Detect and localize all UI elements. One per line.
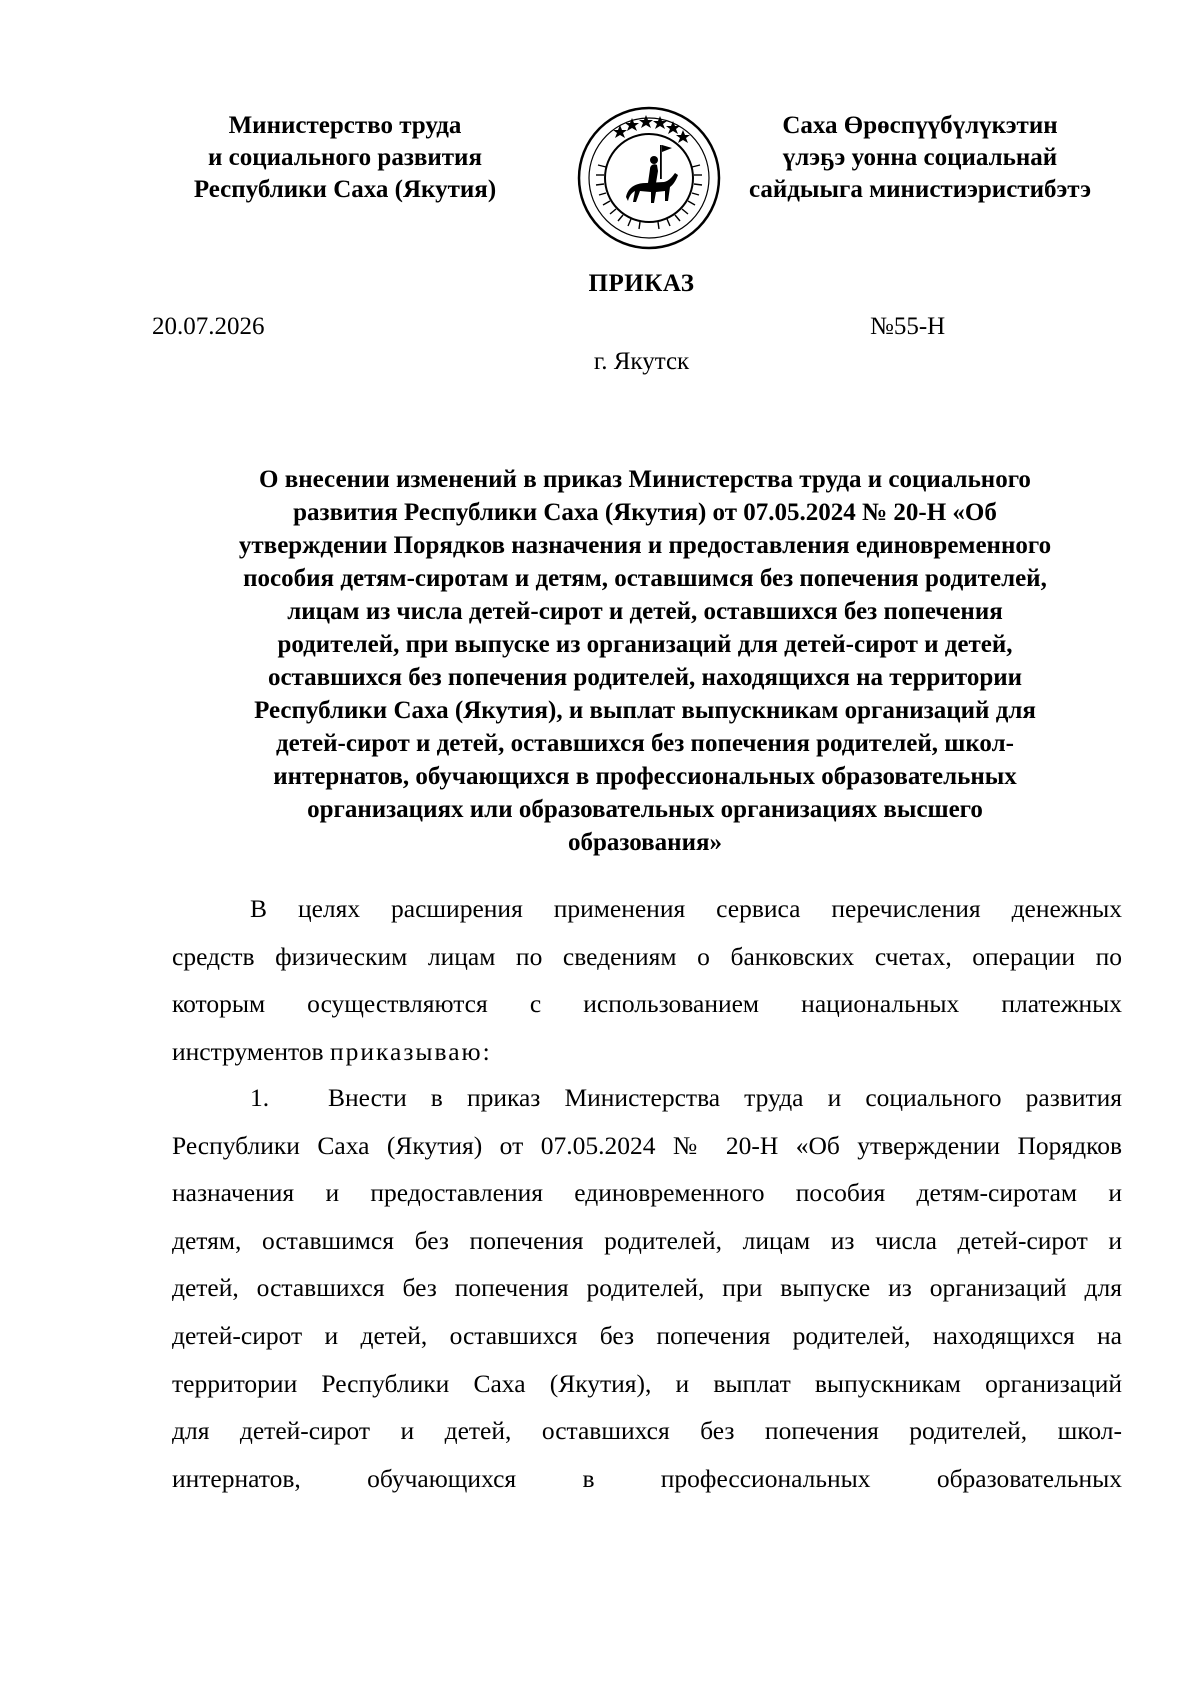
order-keyword: приказываю: [329,1036,492,1066]
subject-line: оставшихся без попечения родителей, находящихся на территории [267,664,1023,691]
subject-line: образования» [567,829,723,856]
subject-line: лицам из числа детей-сирот и детей, оставшихся без попечения [287,598,1003,625]
ministry-name-line: и социального развития [208,144,482,171]
order-city: г. Якутск [593,348,690,375]
subject-line: О внесении изменений в приказ Министерства труда и социального [259,466,1031,493]
subject-line: организациях или образовательных организациях высшего [307,796,983,823]
ministry-name-line: үлэҕэ уонна социальнай [782,144,1058,171]
subject-line: Республики Саха (Якутия), и выплат выпускникам организаций для [254,697,1036,724]
paragraph-line: интернатов, обучающихся в профессиональных образовательных [172,1463,1122,1493]
order-date: 20.07.2026 [152,313,265,340]
paragraph-line [172,1028,1122,1076]
paragraph-line: средств физическим лицам по сведениям о банковских счетах, операции по [172,941,1122,971]
republic-coat-of-arms-icon [576,105,722,251]
paragraph-line [172,1074,1122,1122]
order-number: №55-Н [870,313,946,340]
document-title: ПРИКАЗ [588,270,695,297]
paragraph-line: назначения и предоставления единовременного пособия детям-сиротам и [172,1178,1122,1208]
subject-line: интернатов, обучающихся в профессиональных образовательных [273,763,1017,790]
paragraph-line: детей-сирот и детей, оставшихся без попечения родителей, находящихся на [172,1320,1122,1350]
paragraph-line: территории Республики Саха (Якутия), и выплат выпускникам организаций [172,1368,1122,1398]
subject-line: развития Республики Саха (Якутия) от 07.05.2024 № 20-Н «Об [293,499,997,526]
paragraph-line: Республики Саха (Якутия) от 07.05.2024 № 20-Н «Об утверждении Порядков [172,1130,1122,1160]
paragraph-line: В целях расширения применения сервиса перечисления денежных [250,894,1122,923]
ministry-name-line: сайдыыга министиэристибэтэ [748,176,1092,203]
subject-line: пособия детям-сиротам и детям, оставшимся без попечения родителей, [243,565,1047,592]
paragraph-line: детей, оставшихся без попечения родителей, при выпуске из организаций для [172,1273,1122,1303]
preamble-prefix: инструментов [172,1036,324,1066]
subject-line: родителей, при выпуске из организаций для детей-сирот и детей, [277,631,1013,658]
item-number: 1. [250,1083,270,1112]
order-subject [170,463,1120,859]
ministry-name-line: Министерство труда [228,112,462,139]
item-1-paragraph [172,1074,1122,1502]
ministry-name-russian [160,110,530,206]
subject-line: детей-сирот и детей, оставшихся без попечения родителей, школ- [276,730,1014,757]
paragraph-line: для детей-сирот и детей, оставшихся без попечения родителей, школ- [172,1416,1122,1446]
preamble-paragraph [172,885,1122,1075]
item-text: Внести в приказ Министерства труда и социального развития [328,1083,1122,1112]
ministry-name-yakut [735,110,1105,206]
paragraph-line: детям, оставшимся без попечения родителей, лицам из числа детей-сирот и [172,1225,1122,1255]
ministry-name-line: Республики Саха (Якутия) [193,176,497,203]
paragraph-line: которым осуществляются с использованием национальных платежных [172,989,1122,1019]
subject-line: утверждении Порядков назначения и предоставления единовременного [238,532,1052,559]
ministry-name-line: Саха Өрөспүүбүлүкэтин [782,112,1058,139]
